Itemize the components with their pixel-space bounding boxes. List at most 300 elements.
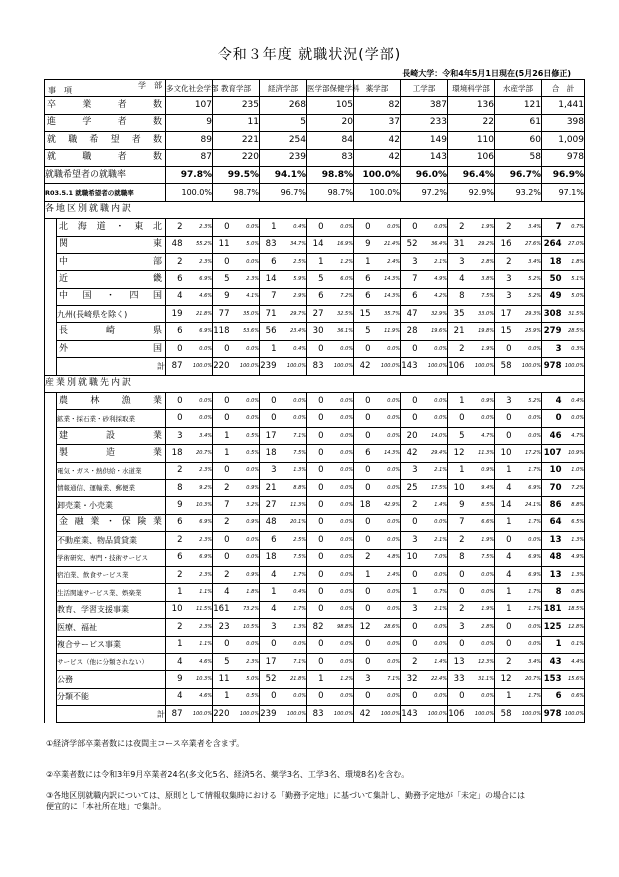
count-cell: 4 — [166, 653, 183, 670]
data-row — [45, 271, 585, 288]
percent-cell: 0.0% — [465, 410, 495, 427]
summary-value: 121 — [495, 97, 542, 114]
percent-cell: 0.0% — [418, 340, 448, 357]
percent-cell: 0.9% — [230, 479, 260, 496]
count-cell: 2 — [401, 653, 418, 670]
percent-cell: 1.9% — [465, 340, 495, 357]
count-cell: 4 — [448, 271, 465, 288]
percent-cell: 0.0% — [324, 462, 354, 479]
data-row — [45, 323, 585, 340]
section-title: 各地区別就職内訳 — [45, 201, 585, 218]
summary-value: 42 — [354, 132, 401, 149]
percent-cell: 0.0% — [277, 393, 307, 410]
percent-cell: 0.0% — [324, 532, 354, 549]
percent-cell: 100.0% — [183, 706, 213, 723]
data-row — [45, 532, 585, 549]
row-label: 生活関連サービス業、娯楽業 — [57, 584, 166, 601]
percent-cell: 2.3% — [183, 253, 213, 270]
count-cell: 6 — [260, 532, 277, 549]
percent-cell: 0.0% — [465, 566, 495, 583]
percent-cell: 0.0% — [562, 410, 585, 427]
percent-cell: 1.9% — [465, 219, 495, 236]
percent-cell: 0.4% — [277, 340, 307, 357]
percent-cell: 0.0% — [371, 427, 401, 444]
count-cell: 18 — [166, 445, 183, 462]
percent-cell: 100.0% — [371, 358, 401, 375]
col-header: 教育学部 — [213, 80, 260, 97]
percent-cell: 55.2% — [183, 236, 213, 253]
count-cell: 2 — [448, 532, 465, 549]
percent-cell: 4.4% — [562, 653, 585, 670]
percent-cell: 20.1% — [277, 514, 307, 531]
summary-row — [45, 132, 585, 149]
percent-cell: 0.0% — [230, 219, 260, 236]
count-cell: 4 — [166, 288, 183, 305]
percent-cell: 0.0% — [230, 340, 260, 357]
summary-value: 97.1% — [542, 184, 585, 201]
percent-cell: 2.3% — [183, 532, 213, 549]
percent-cell: 3.4% — [512, 219, 542, 236]
percent-cell: 100.0% — [230, 358, 260, 375]
percent-cell: 14.3% — [371, 271, 401, 288]
row-label: 中 国 ・ 四 国 — [57, 288, 166, 305]
percent-cell: 4.1% — [230, 288, 260, 305]
percent-cell: 100.0% — [324, 358, 354, 375]
percent-cell: 0.0% — [371, 688, 401, 705]
col-header: 多文化社会学部 — [166, 80, 213, 97]
count-cell: 8 — [166, 479, 183, 496]
col-header: 経済学部 — [260, 80, 307, 97]
count-cell: 49 — [542, 288, 562, 305]
count-cell: 10 — [448, 479, 465, 496]
count-cell: 28 — [401, 323, 418, 340]
percent-cell: 33.0% — [465, 306, 495, 323]
count-cell: 48 — [166, 236, 183, 253]
percent-cell: 2.3% — [183, 219, 213, 236]
count-cell: 87 — [166, 358, 183, 375]
summary-value: 100.0% — [166, 184, 213, 201]
percent-cell: 0.0% — [465, 636, 495, 653]
percent-cell: 0.0% — [324, 653, 354, 670]
summary-value: 96.4% — [448, 166, 495, 183]
col-header: 環境科学部 — [448, 80, 495, 97]
percent-cell: 100.0% — [512, 358, 542, 375]
total-row — [45, 706, 585, 723]
row-label: 宿泊業、飲食サービス業 — [57, 566, 166, 583]
count-cell: 7 — [401, 271, 418, 288]
percent-cell: 0.7% — [562, 219, 585, 236]
data-row — [45, 219, 585, 236]
percent-cell: 3.4% — [183, 427, 213, 444]
summary-value: 221 — [213, 132, 260, 149]
percent-cell: 21.8% — [183, 306, 213, 323]
count-cell: 58 — [495, 358, 512, 375]
percent-cell: 10.3% — [183, 497, 213, 514]
count-cell: 21 — [448, 323, 465, 340]
count-cell: 1 — [307, 671, 324, 688]
count-cell: 2 — [495, 219, 512, 236]
percent-cell: 0.0% — [371, 340, 401, 357]
count-cell: 239 — [260, 706, 277, 723]
row-label: 近 畿 — [57, 271, 166, 288]
percent-cell: 7.0% — [418, 549, 448, 566]
count-cell: 83 — [260, 236, 277, 253]
percent-cell: 11.3% — [465, 445, 495, 462]
percent-cell: 0.0% — [418, 219, 448, 236]
count-cell: 13 — [542, 566, 562, 583]
percent-cell: 2.5% — [277, 253, 307, 270]
count-cell: 0 — [401, 566, 418, 583]
percent-cell: 14.3% — [371, 445, 401, 462]
percent-cell: 12.3% — [465, 653, 495, 670]
count-cell: 3 — [495, 288, 512, 305]
percent-cell: 0.0% — [324, 601, 354, 618]
percent-cell: 0.0% — [418, 393, 448, 410]
percent-cell: 2.3% — [230, 653, 260, 670]
summary-value: 978 — [542, 149, 585, 166]
count-cell: 0 — [260, 636, 277, 653]
percent-cell: 21.8% — [277, 671, 307, 688]
percent-cell: 22.4% — [418, 671, 448, 688]
percent-cell: 34.7% — [277, 236, 307, 253]
count-cell: 0 — [448, 584, 465, 601]
count-cell: 0 — [354, 584, 371, 601]
percent-cell: 6.9% — [512, 479, 542, 496]
count-cell: 52 — [260, 671, 277, 688]
count-cell: 2 — [213, 566, 230, 583]
percent-cell: 5.0% — [562, 288, 585, 305]
summary-label: 就 職 者 数 — [45, 149, 166, 166]
percent-cell: 0.0% — [371, 393, 401, 410]
row-label: サービス（他に分類されない） — [57, 653, 166, 670]
percent-cell: 0.0% — [371, 410, 401, 427]
count-cell: 0 — [401, 340, 418, 357]
percent-cell: 21.4% — [371, 236, 401, 253]
summary-value: 97.8% — [166, 166, 213, 183]
count-cell: 7 — [213, 497, 230, 514]
data-row — [45, 410, 585, 427]
percent-cell: 35.7% — [371, 306, 401, 323]
count-cell: 35 — [448, 306, 465, 323]
percent-cell: 100.0% — [418, 706, 448, 723]
percent-cell: 4.2% — [418, 288, 448, 305]
percent-cell: 1.1% — [183, 636, 213, 653]
count-cell: 10 — [495, 445, 512, 462]
count-cell: 43 — [542, 653, 562, 670]
section-header — [45, 375, 585, 392]
count-cell: 2 — [354, 549, 371, 566]
percent-cell: 0.9% — [230, 566, 260, 583]
count-cell: 1 — [448, 462, 465, 479]
data-row — [45, 340, 585, 357]
count-cell: 0 — [401, 514, 418, 531]
count-cell: 6 — [354, 271, 371, 288]
percent-cell: 10.5% — [230, 619, 260, 636]
count-cell: 46 — [542, 427, 562, 444]
percent-cell: 5.2% — [512, 271, 542, 288]
count-cell: 106 — [448, 358, 465, 375]
count-cell: 239 — [260, 358, 277, 375]
percent-cell: 0.1% — [562, 636, 585, 653]
percent-cell: 0.0% — [324, 688, 354, 705]
data-row — [45, 653, 585, 670]
row-label: 教育、学習支援事業 — [57, 601, 166, 618]
percent-cell: 0.0% — [465, 688, 495, 705]
section-title: 産業別就職先内訳 — [45, 375, 585, 392]
count-cell: 6 — [354, 445, 371, 462]
count-cell: 4 — [260, 566, 277, 583]
count-cell: 0 — [213, 340, 230, 357]
count-cell: 9 — [354, 236, 371, 253]
count-cell: 0 — [307, 462, 324, 479]
summary-row — [45, 184, 585, 201]
data-row — [45, 497, 585, 514]
percent-cell: 24.1% — [512, 497, 542, 514]
count-cell: 27 — [307, 306, 324, 323]
count-cell: 279 — [542, 323, 562, 340]
data-row — [45, 479, 585, 496]
summary-value: 92.9% — [448, 184, 495, 201]
row-label: 北 海 道 ・ 東 北 — [57, 219, 166, 236]
percent-cell: 6.5% — [562, 514, 585, 531]
percent-cell: 100.0% — [277, 706, 307, 723]
total-row — [45, 358, 585, 375]
summary-label: 進 学 者 数 — [45, 114, 166, 131]
count-cell: 6 — [166, 271, 183, 288]
percent-cell: 19.8% — [465, 323, 495, 340]
percent-cell: 17.2% — [512, 445, 542, 462]
percent-cell: 8.8% — [277, 479, 307, 496]
count-cell: 5 — [448, 427, 465, 444]
count-cell: 0 — [166, 393, 183, 410]
percent-cell: 0.0% — [512, 532, 542, 549]
percent-cell: 1.9% — [465, 532, 495, 549]
percent-cell: 0.0% — [371, 532, 401, 549]
percent-cell: 4.6% — [183, 653, 213, 670]
percent-cell: 12.8% — [562, 619, 585, 636]
data-row — [45, 253, 585, 270]
percent-cell: 0.0% — [230, 253, 260, 270]
percent-cell: 0.0% — [371, 219, 401, 236]
count-cell: 9 — [213, 288, 230, 305]
percent-cell: 0.0% — [324, 410, 354, 427]
percent-cell: 2.1% — [418, 532, 448, 549]
percent-cell: 5.9% — [277, 271, 307, 288]
count-cell: 13 — [448, 653, 465, 670]
percent-cell: 6.9% — [183, 514, 213, 531]
percent-cell: 16.9% — [324, 236, 354, 253]
count-cell: 6 — [166, 514, 183, 531]
count-cell: 4 — [495, 479, 512, 496]
percent-cell: 5.2% — [512, 393, 542, 410]
data-row — [45, 462, 585, 479]
count-cell: 2 — [448, 340, 465, 357]
count-cell: 0 — [401, 219, 418, 236]
count-cell: 8 — [542, 584, 562, 601]
summary-value: 1,441 — [542, 97, 585, 114]
count-cell: 4 — [542, 393, 562, 410]
count-cell: 23 — [213, 619, 230, 636]
percent-cell: 11.5% — [183, 601, 213, 618]
percent-cell: 6.0% — [324, 271, 354, 288]
summary-value: 105 — [307, 97, 354, 114]
count-cell: 47 — [401, 306, 418, 323]
count-cell: 1 — [448, 393, 465, 410]
count-cell: 3 — [542, 340, 562, 357]
summary-value: 98.7% — [307, 184, 354, 201]
count-cell: 3 — [401, 253, 418, 270]
count-cell: 18 — [260, 549, 277, 566]
count-cell: 64 — [542, 514, 562, 531]
count-cell: 87 — [166, 706, 183, 723]
count-cell: 0 — [354, 532, 371, 549]
count-cell: 0 — [213, 549, 230, 566]
percent-cell: 0.8% — [562, 584, 585, 601]
count-cell: 181 — [542, 601, 562, 618]
row-label: 公務 — [57, 671, 166, 688]
summary-value: 239 — [260, 149, 307, 166]
count-cell: 19 — [166, 306, 183, 323]
count-cell: 2 — [448, 219, 465, 236]
count-cell: 17 — [260, 653, 277, 670]
count-cell: 2 — [495, 253, 512, 270]
count-cell: 1 — [495, 514, 512, 531]
percent-cell: 0.0% — [230, 393, 260, 410]
count-cell: 2 — [213, 479, 230, 496]
data-row — [45, 427, 585, 444]
count-cell: 18 — [542, 253, 562, 270]
percent-cell: 0.0% — [324, 219, 354, 236]
count-cell: 52 — [401, 236, 418, 253]
percent-cell: 0.0% — [277, 410, 307, 427]
percent-cell: 4.6% — [183, 288, 213, 305]
percent-cell: 8.5% — [465, 497, 495, 514]
count-cell: 0 — [307, 340, 324, 357]
row-label: 電気・ガス・熱供給・水道業 — [57, 462, 166, 479]
percent-cell: 2.1% — [418, 601, 448, 618]
summary-label: 就職希望者の就職率 — [45, 166, 166, 183]
count-cell: 71 — [260, 306, 277, 323]
percent-cell: 1.4% — [418, 653, 448, 670]
count-cell: 0 — [213, 253, 230, 270]
count-cell: 18 — [354, 497, 371, 514]
count-cell: 8 — [448, 549, 465, 566]
row-label: 不動産業、物品賃貸業 — [57, 532, 166, 549]
summary-value: 268 — [260, 97, 307, 114]
count-cell: 14 — [495, 497, 512, 514]
count-cell: 0 — [307, 479, 324, 496]
count-cell: 7 — [542, 219, 562, 236]
count-cell: 6 — [307, 288, 324, 305]
percent-cell: 1.2% — [324, 671, 354, 688]
count-cell: 1 — [495, 462, 512, 479]
header-row — [45, 80, 585, 97]
count-cell: 4 — [495, 549, 512, 566]
summary-value: 254 — [260, 132, 307, 149]
percent-cell: 100.0% — [230, 706, 260, 723]
percent-cell: 1.7% — [512, 688, 542, 705]
count-cell: 1 — [495, 688, 512, 705]
percent-cell: 6.9% — [512, 549, 542, 566]
count-cell: 0 — [495, 340, 512, 357]
count-cell: 220 — [213, 358, 230, 375]
percent-cell: 23.4% — [277, 323, 307, 340]
count-cell: 1 — [495, 601, 512, 618]
note-1: ①経済学部卒業者数には夜間主コース卒業者を含まず。 — [46, 739, 245, 748]
percent-cell: 2.8% — [465, 619, 495, 636]
row-label: 鉱業・採石業・砂利採取業 — [57, 410, 166, 427]
count-cell: 0 — [542, 410, 562, 427]
percent-cell: 0.0% — [183, 410, 213, 427]
percent-cell: 7.2% — [562, 479, 585, 496]
percent-cell: 0.0% — [371, 462, 401, 479]
percent-cell: 0.9% — [230, 514, 260, 531]
count-cell: 1 — [354, 566, 371, 583]
count-cell: 0 — [213, 219, 230, 236]
percent-cell: 1.7% — [277, 566, 307, 583]
summary-value: 96.9% — [542, 166, 585, 183]
percent-cell: 5.2% — [512, 288, 542, 305]
percent-cell: 7.5% — [465, 288, 495, 305]
count-cell: 12 — [448, 445, 465, 462]
percent-cell: 5.0% — [230, 671, 260, 688]
percent-cell: 1.1% — [183, 584, 213, 601]
count-cell: 50 — [542, 271, 562, 288]
percent-cell: 31.5% — [562, 306, 585, 323]
percent-cell: 11.9% — [371, 323, 401, 340]
count-cell: 9 — [166, 497, 183, 514]
count-cell: 2 — [166, 619, 183, 636]
percent-cell: 19.6% — [418, 323, 448, 340]
percent-cell: 10.9% — [562, 445, 585, 462]
percent-cell: 0.0% — [324, 393, 354, 410]
percent-cell: 0.0% — [512, 427, 542, 444]
count-cell: 0 — [307, 566, 324, 583]
employment-table — [44, 79, 585, 723]
count-cell: 14 — [260, 271, 277, 288]
count-cell: 18 — [260, 445, 277, 462]
summary-value: 99.5% — [213, 166, 260, 183]
count-cell: 125 — [542, 619, 562, 636]
summary-value: 220 — [213, 149, 260, 166]
count-cell: 0 — [495, 427, 512, 444]
count-cell: 0 — [354, 636, 371, 653]
percent-cell: 0.0% — [371, 479, 401, 496]
count-cell: 1 — [260, 584, 277, 601]
summary-value: 83 — [307, 149, 354, 166]
summary-value: 20 — [307, 114, 354, 131]
percent-cell: 32.5% — [324, 306, 354, 323]
percent-cell: 0.0% — [418, 566, 448, 583]
col-header: 工学部 — [401, 80, 448, 97]
percent-cell: 0.0% — [230, 462, 260, 479]
percent-cell: 7.5% — [277, 549, 307, 566]
count-cell: 27 — [260, 497, 277, 514]
percent-cell: 0.0% — [230, 410, 260, 427]
count-cell: 6 — [260, 253, 277, 270]
count-cell: 143 — [401, 706, 418, 723]
row-label: 卸売業・小売業 — [57, 497, 166, 514]
count-cell: 0 — [307, 584, 324, 601]
row-label: 農 林 漁 業 — [57, 393, 166, 410]
percent-cell: 17.5% — [418, 479, 448, 496]
row-label: 複合サービス事業 — [57, 636, 166, 653]
count-cell: 220 — [213, 706, 230, 723]
count-cell: 0 — [260, 688, 277, 705]
percent-cell: 100.0% — [465, 706, 495, 723]
count-cell: 83 — [307, 358, 324, 375]
percent-cell: 9.4% — [465, 479, 495, 496]
